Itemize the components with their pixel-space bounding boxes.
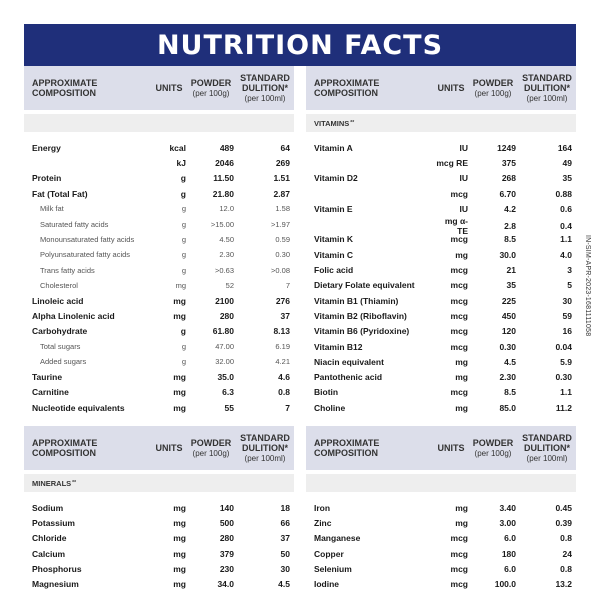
unit-cell: mg <box>173 579 186 590</box>
unit-cell: mcg <box>450 265 468 276</box>
panel-vitamins <box>306 66 576 415</box>
nutrient-name: Carnitine <box>32 387 69 398</box>
nutrient-name: Pantothenic acid <box>314 372 383 383</box>
nutrient-name: Vitamin B6 (Pyridoxine) <box>314 326 410 337</box>
standard-value: 11.2 <box>555 402 572 413</box>
table-row <box>24 515 294 530</box>
nutrient-name: Copper <box>314 548 344 559</box>
unit-cell: mcg <box>450 280 468 291</box>
header-powder: POWDER (per 100g) <box>190 77 232 98</box>
table-header <box>24 66 294 110</box>
standard-value: 0.59 <box>275 234 290 244</box>
unit-cell: mg <box>173 533 186 544</box>
nutrient-name: Vitamin K <box>314 234 354 245</box>
powder-value: 21 <box>506 265 516 276</box>
unit-cell: g <box>180 173 186 184</box>
unit-cell: g <box>181 265 186 275</box>
unit-cell: g <box>181 204 186 214</box>
powder-value: >15.00 <box>210 219 234 229</box>
powder-value: 3.00 <box>499 517 516 528</box>
standard-value: 37 <box>280 310 290 321</box>
powder-value: 489 <box>219 142 234 153</box>
standard-value: 5.9 <box>560 356 572 367</box>
unit-cell: mg <box>455 402 468 413</box>
table-row <box>24 186 294 201</box>
section-minerals: MINERALS ** <box>24 474 294 492</box>
table-row <box>24 339 294 354</box>
table-row <box>306 324 576 339</box>
rows-right-bottom <box>306 500 576 592</box>
unit-cell: mg <box>175 280 186 290</box>
nutrient-name: Added sugars <box>40 357 87 367</box>
powder-value: 32.00 <box>215 357 234 367</box>
nutrient-name: Saturated fatty acids <box>40 219 109 229</box>
powder-value: 34.0 <box>217 579 234 590</box>
standard-value: 5 <box>567 280 572 291</box>
table-row <box>24 293 294 308</box>
standard-value: 24 <box>562 548 572 559</box>
standard-value: 7 <box>285 402 290 413</box>
header-standard: STANDARD DULITION* (per 100ml) <box>522 72 572 103</box>
unit-cell: g <box>181 234 186 244</box>
unit-cell: mcg <box>450 341 468 352</box>
unit-cell: mcg <box>450 563 468 574</box>
unit-cell: mcg <box>450 295 468 306</box>
unit-cell: mg <box>173 402 186 413</box>
powder-value: 3.40 <box>499 502 516 513</box>
standard-value: 49 <box>562 157 572 168</box>
table-row <box>24 576 294 591</box>
standard-value: 50 <box>280 548 290 559</box>
unit-cell: g <box>180 326 186 337</box>
header-units: UNITS <box>155 443 183 453</box>
unit-cell: g <box>181 342 186 351</box>
table-row <box>306 140 576 155</box>
nutrient-name: Vitamin B1 (Thiamin) <box>314 295 399 306</box>
nutrient-name: Vitamin B12 <box>314 341 363 352</box>
panel-minerals-left <box>24 426 294 592</box>
table-row <box>306 232 576 247</box>
standard-value: 4.6 <box>278 372 290 383</box>
powder-value: 375 <box>501 157 516 168</box>
standard-value: 0.4 <box>560 221 572 232</box>
powder-value: 280 <box>219 533 234 544</box>
standard-value: 0.30 <box>555 372 572 383</box>
table-row <box>306 262 576 277</box>
powder-value: 280 <box>219 310 234 321</box>
unit-cell: mg <box>173 502 186 513</box>
nutrient-name: Biotin <box>314 387 339 398</box>
unit-cell: mg <box>173 548 186 559</box>
unit-cell: IU <box>459 203 468 214</box>
table-row <box>306 247 576 262</box>
nutrient-name: Phosphorus <box>32 563 82 574</box>
nutrient-name: Alpha Linolenic acid <box>32 310 115 321</box>
nutrient-name: Linoleic acid <box>32 295 84 306</box>
standard-value: 37 <box>280 533 290 544</box>
powder-value: 55 <box>224 402 234 413</box>
unit-cell: mg <box>455 502 468 513</box>
powder-value: 100.0 <box>494 579 516 590</box>
nutrient-name: Manganese <box>314 533 361 544</box>
powder-value: 52 <box>225 280 234 290</box>
table-row <box>24 171 294 186</box>
table-row <box>24 369 294 384</box>
table-row <box>306 155 576 170</box>
nutrient-name: Choline <box>314 402 346 413</box>
table-row <box>306 278 576 293</box>
table-row <box>24 247 294 262</box>
nutrient-name: Magnesium <box>32 579 79 590</box>
powder-value: 230 <box>219 563 234 574</box>
nutrient-name: Vitamin A <box>314 142 353 153</box>
standard-value: 6.19 <box>275 342 290 351</box>
standard-value: 164 <box>557 142 572 153</box>
table-row <box>24 561 294 576</box>
table-header <box>24 426 294 470</box>
section-blank <box>306 474 576 492</box>
table-row <box>306 308 576 323</box>
unit-cell: g <box>180 188 186 199</box>
powder-value: 0.30 <box>499 341 516 352</box>
standard-value: 30 <box>562 295 572 306</box>
standard-value: 2.87 <box>273 188 290 199</box>
header-powder: POWDER (per 100g) <box>472 77 514 98</box>
table-row <box>306 201 576 216</box>
nutrient-name: Energy <box>32 142 61 153</box>
powder-value: 2046 <box>215 157 234 168</box>
powder-value: 8.5 <box>504 387 516 398</box>
standard-value: 1.1 <box>560 387 572 398</box>
standard-value: 66 <box>280 517 290 528</box>
table-row <box>306 546 576 561</box>
table-row <box>24 262 294 277</box>
powder-value: 2100 <box>215 295 234 306</box>
standard-value: 7 <box>285 280 290 290</box>
powder-value: 2.30 <box>219 250 234 260</box>
nutrient-name: Niacin equivalent <box>314 356 384 367</box>
nutrient-name: Trans fatty acids <box>40 265 95 275</box>
powder-value: 6.3 <box>222 387 234 398</box>
unit-cell: mcg <box>450 548 468 559</box>
nutrient-name: Iodine <box>314 579 340 590</box>
header-composition: APPROXIMATE COMPOSITION <box>32 78 98 98</box>
standard-value: 0.8 <box>560 563 572 574</box>
nutrient-name: Carbohydrate <box>32 326 88 337</box>
header-composition: APPROXIMATE COMPOSITION <box>314 438 380 458</box>
standard-value: 0.8 <box>560 533 572 544</box>
header-composition: APPROXIMATE COMPOSITION <box>32 438 98 458</box>
nutrient-name: Total sugars <box>40 342 81 351</box>
powder-value: 140 <box>219 502 234 513</box>
nutrient-name: Nucleotide equivalents <box>32 402 125 413</box>
table-row <box>24 216 294 231</box>
unit-cell: mg <box>173 387 186 398</box>
nutrient-name: Zinc <box>314 517 332 528</box>
nutrient-name: Selenium <box>314 563 352 574</box>
powder-value: 180 <box>501 548 516 559</box>
nutrient-name: Monounsaturated fatty acids <box>40 234 135 244</box>
nutrient-name: Vitamin E <box>314 203 353 214</box>
unit-cell: mcg <box>450 326 468 337</box>
nutrient-name: Calcium <box>32 548 66 559</box>
standard-value: >1.97 <box>271 219 290 229</box>
nutrient-name: Taurine <box>32 372 63 383</box>
nutrient-name: Iron <box>314 502 331 513</box>
table-row <box>306 515 576 530</box>
standard-value: 1.58 <box>275 204 290 214</box>
powder-value: 6.0 <box>504 563 516 574</box>
table-row <box>306 576 576 591</box>
header-standard: STANDARD DULITION* (per 100ml) <box>240 432 290 463</box>
powder-value: 1249 <box>497 142 516 153</box>
powder-value: 2.30 <box>499 372 516 383</box>
table-row <box>24 201 294 216</box>
header-standard: STANDARD DULITION* (per 100ml) <box>240 72 290 103</box>
powder-value: >0.63 <box>215 265 234 275</box>
unit-cell: mcg <box>450 188 468 199</box>
table-row <box>24 308 294 323</box>
powder-value: 35.0 <box>217 372 234 383</box>
unit-cell: mcg <box>450 579 468 590</box>
header-units: UNITS <box>437 443 465 453</box>
table-row <box>306 400 576 415</box>
header-units: UNITS <box>155 83 183 93</box>
unit-cell: mg <box>173 295 186 306</box>
table-row <box>24 278 294 293</box>
unit-cell: mg <box>173 563 186 574</box>
unit-cell: mcg <box>450 533 468 544</box>
unit-cell: mg <box>455 356 468 367</box>
table-row <box>24 546 294 561</box>
unit-cell: mcg <box>450 234 468 245</box>
nutrient-name: Fat (Total Fat) <box>32 188 88 199</box>
unit-cell: mg <box>455 249 468 260</box>
table-row <box>24 531 294 546</box>
standard-value: >0.08 <box>271 265 290 275</box>
powder-value: 4.5 <box>504 356 516 367</box>
table-row <box>306 171 576 186</box>
powder-value: 47.00 <box>215 342 234 351</box>
powder-value: 8.5 <box>504 234 516 245</box>
unit-cell: g <box>181 250 186 260</box>
nutrient-name: Folic acid <box>314 265 354 276</box>
rows-left-bottom <box>24 500 294 592</box>
unit-cell: mg <box>173 310 186 321</box>
nutrition-facts-title: NUTRITION FACTS <box>24 24 576 66</box>
table-header <box>306 66 576 110</box>
standard-value: 1.51 <box>273 173 290 184</box>
standard-value: 16 <box>562 326 572 337</box>
standard-value: 59 <box>562 310 572 321</box>
rows-right-top <box>306 140 576 415</box>
section-blank <box>24 114 294 132</box>
powder-value: 4.50 <box>219 234 234 244</box>
nutrient-name: Vitamin B2 (Riboflavin) <box>314 310 407 321</box>
header-standard: STANDARD DULITION* (per 100ml) <box>522 432 572 463</box>
side-code-label: IN-SIM-APR-2023-1681111058 <box>584 235 591 337</box>
standard-value: 18 <box>280 502 290 513</box>
panel-macronutrients <box>24 66 294 415</box>
unit-cell: g <box>181 219 186 229</box>
header-powder: POWDER (per 100g) <box>472 437 514 458</box>
standard-value: 269 <box>275 157 290 168</box>
table-row <box>306 500 576 515</box>
table-row <box>306 216 576 237</box>
powder-value: 12.0 <box>219 204 234 214</box>
unit-cell: IU <box>459 142 468 153</box>
powder-value: 6.0 <box>504 533 516 544</box>
header-composition: APPROXIMATE COMPOSITION <box>314 78 380 98</box>
unit-cell: mcg RE <box>436 157 468 168</box>
table-row <box>24 155 294 170</box>
powder-value: 225 <box>501 295 516 306</box>
powder-value: 4.2 <box>504 203 516 214</box>
nutrient-name: Sodium <box>32 502 64 513</box>
powder-value: 35 <box>506 280 516 291</box>
powder-value: 30.0 <box>499 249 516 260</box>
standard-value: 30 <box>280 563 290 574</box>
standard-value: 4.21 <box>275 357 290 367</box>
table-row <box>24 354 294 369</box>
unit-cell: g <box>181 357 186 367</box>
table-header <box>306 426 576 470</box>
header-units: UNITS <box>437 83 465 93</box>
table-row <box>24 400 294 415</box>
table-row <box>306 531 576 546</box>
nutrient-name: Vitamin C <box>314 249 354 260</box>
unit-cell: mg α-TE <box>444 216 468 237</box>
header-powder: POWDER (per 100g) <box>190 437 232 458</box>
section-vitamins: VITAMINS ** <box>306 114 576 132</box>
standard-value: 4.5 <box>278 579 290 590</box>
unit-cell: mcg <box>450 387 468 398</box>
panel-minerals-right <box>306 426 576 592</box>
unit-cell: mg <box>173 517 186 528</box>
powder-value: 500 <box>219 517 234 528</box>
standard-value: 0.39 <box>555 517 572 528</box>
unit-cell: kcal <box>169 142 186 153</box>
nutrient-name: Potassium <box>32 517 75 528</box>
standard-value: 35 <box>562 173 572 184</box>
table-row <box>24 232 294 247</box>
table-row <box>24 140 294 155</box>
unit-cell: IU <box>459 173 468 184</box>
powder-value: 120 <box>501 326 516 337</box>
powder-value: 379 <box>219 548 234 559</box>
unit-cell: mg <box>455 517 468 528</box>
nutrient-name: Dietary Folate equivalent <box>314 280 415 291</box>
table-row <box>306 293 576 308</box>
standard-value: 0.45 <box>555 502 572 513</box>
table-row <box>306 385 576 400</box>
nutrient-name: Milk fat <box>40 204 64 214</box>
powder-value: 11.50 <box>213 173 234 184</box>
powder-value: 61.80 <box>212 326 234 337</box>
rows-left-top <box>24 140 294 415</box>
nutrient-name: Chloride <box>32 533 67 544</box>
standard-value: 0.04 <box>555 341 572 352</box>
unit-cell: mg <box>173 372 186 383</box>
table-row <box>306 354 576 369</box>
table-row <box>24 500 294 515</box>
powder-value: 21.80 <box>212 188 234 199</box>
nutrient-name: Polyunsaturated fatty acids <box>40 250 131 260</box>
standard-value: 0.8 <box>278 387 290 398</box>
table-row <box>306 561 576 576</box>
unit-cell: mg <box>455 372 468 383</box>
standard-value: 276 <box>275 295 290 306</box>
standard-value: 64 <box>280 142 290 153</box>
nutrient-name: Cholesterol <box>40 280 78 290</box>
table-row <box>24 324 294 339</box>
powder-value: 85.0 <box>499 402 516 413</box>
unit-cell: mcg <box>450 310 468 321</box>
standard-value: 3 <box>567 265 572 276</box>
nutrient-name: Vitamin D2 <box>314 173 358 184</box>
table-row <box>24 385 294 400</box>
powder-value: 6.70 <box>499 188 516 199</box>
standard-value: 0.30 <box>275 250 290 260</box>
powder-value: 2.8 <box>504 221 516 232</box>
powder-value: 268 <box>501 173 516 184</box>
standard-value: 8.13 <box>273 326 290 337</box>
powder-value: 450 <box>501 310 516 321</box>
nutrient-name: Protein <box>32 173 62 184</box>
table-row <box>306 369 576 384</box>
standard-value: 0.88 <box>555 188 572 199</box>
standard-value: 13.2 <box>555 579 572 590</box>
unit-cell: kJ <box>176 157 186 168</box>
table-row <box>306 186 576 201</box>
standard-value: 1.1 <box>560 234 572 245</box>
table-row <box>306 339 576 354</box>
standard-value: 0.6 <box>560 203 572 214</box>
standard-value: 4.0 <box>560 249 572 260</box>
